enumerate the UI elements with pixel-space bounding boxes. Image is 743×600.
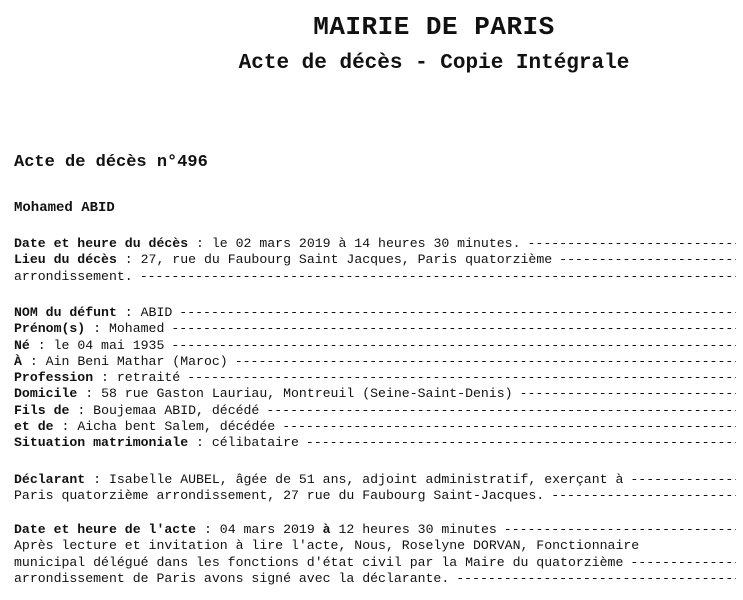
death-place-value: 27, rue du Faubourg Saint Jacques, Paris quatorzième [140, 252, 553, 268]
ne-line [14, 338, 736, 354]
page-title: MAIRIE DE PARIS [313, 12, 555, 42]
deceased-info-block [14, 305, 736, 452]
dash-filler [520, 386, 736, 402]
colon: : [85, 321, 109, 337]
death-info-block [14, 236, 736, 285]
death-place-line-2 [14, 269, 736, 285]
act-a-word: à [322, 522, 331, 537]
colon: : [116, 252, 141, 268]
act-date-label: Date et heure de l'acte [14, 522, 197, 537]
death-place-line [14, 252, 736, 268]
dash-filler [266, 403, 736, 419]
profession-value: retraité [116, 370, 181, 386]
colon: : [116, 305, 141, 320]
act-text-line-4 [14, 571, 736, 587]
dash-filler [630, 555, 736, 571]
declarant-value: Isabelle AUBEL, âgée de 51 ans, adjoint administratif, exerçant à [108, 472, 624, 487]
act-date-value: 04 mars 2019 [219, 522, 315, 537]
declarant-value-continued: Paris quatorzième arrondissement, 27 rue du Faubourg Saint-Jacques. [14, 488, 545, 504]
dash-filler [559, 252, 736, 268]
colon: : [85, 472, 109, 487]
dash-filler [630, 472, 736, 488]
act-date-block [14, 522, 736, 587]
death-place-label: Lieu du décès [14, 252, 117, 268]
colon: : [188, 236, 212, 251]
dash-filler [171, 338, 736, 354]
prenom-line [14, 321, 736, 337]
declarant-block [14, 472, 736, 505]
act-date-line [14, 522, 736, 538]
colon: : [21, 353, 46, 369]
declarant-line-1 [14, 472, 736, 488]
etde-line [14, 419, 736, 435]
colon: : [188, 435, 212, 451]
domicile-label: Domicile [14, 386, 78, 402]
dash-filler [187, 370, 736, 386]
birthplace-label: À [14, 353, 22, 369]
dash-filler [235, 354, 736, 370]
birthplace-value: Ain Beni Mathar (Maroc) [45, 353, 228, 369]
declarant-line-2 [14, 488, 736, 504]
etde-label: et de [14, 419, 54, 435]
prenom-value: Mohamed [108, 321, 165, 337]
death-date-label: Date et heure du décès [14, 236, 189, 251]
fils-label: Fils de [14, 402, 70, 418]
colon: : [53, 419, 78, 435]
declarant-label: Déclarant [14, 472, 86, 487]
dash-filler [140, 269, 736, 285]
dash-filler [551, 488, 736, 504]
colon: : [93, 370, 117, 386]
etde-value: Aicha bent Salem, décédée [77, 419, 276, 435]
act-text: Après lecture et invitation à lire l'acte, Nous, Roselyne DORVAN, Fonctionnaire [14, 538, 640, 554]
death-place-value-continued: arrondissement. [14, 268, 133, 284]
dash-filler [179, 305, 736, 321]
colon: : [77, 386, 102, 402]
colon: : [196, 522, 220, 537]
situation-label: Situation matrimoniale [14, 435, 189, 451]
act-text: arrondissement de Paris avons signé avec la déclarante. [14, 570, 450, 586]
dash-filler [504, 522, 736, 538]
act-text: municipal délégué dans les fonctions d'état civil par la Maire du quatorzième [14, 554, 624, 570]
dash-filler [456, 571, 736, 587]
dash-filler [282, 419, 736, 435]
situation-line [14, 435, 736, 451]
dash-filler [306, 435, 736, 451]
prenom-label: Prénom(s) [14, 321, 86, 337]
ne-label: Né [14, 337, 30, 353]
death-date-value: le 02 mars 2019 à 14 heures 30 minutes. [211, 236, 521, 251]
act-time-value: 12 heures 30 minutes [338, 522, 497, 537]
nom-label: NOM du défunt [14, 305, 117, 320]
nom-line [14, 305, 736, 321]
fils-value: Boujemaa ABID, décédé [93, 402, 260, 418]
nom-value: ABID [140, 305, 173, 320]
colon: : [29, 337, 54, 353]
birthplace-line [14, 354, 736, 370]
death-date-line [14, 236, 736, 252]
page-subtitle: Acte de décès - Copie Intégrale [238, 52, 630, 75]
ne-value: le 04 mai 1935 [53, 337, 165, 353]
dash-filler [528, 236, 737, 252]
colon: : [69, 402, 94, 418]
fils-line [14, 403, 736, 419]
domicile-value: 58 rue Gaston Lauriau, Montreuil (Seine-Saint-Denis) [101, 386, 513, 402]
act-text-line-2 [14, 538, 736, 554]
act-text-line-3 [14, 555, 736, 571]
dash-filler [171, 321, 736, 337]
act-number: Acte de décès n°496 [14, 153, 208, 172]
domicile-line [14, 386, 736, 402]
situation-value: célibataire [211, 435, 299, 451]
profession-label: Profession [14, 370, 94, 386]
profession-line [14, 370, 736, 386]
person-name: Mohamed ABID [14, 200, 115, 216]
